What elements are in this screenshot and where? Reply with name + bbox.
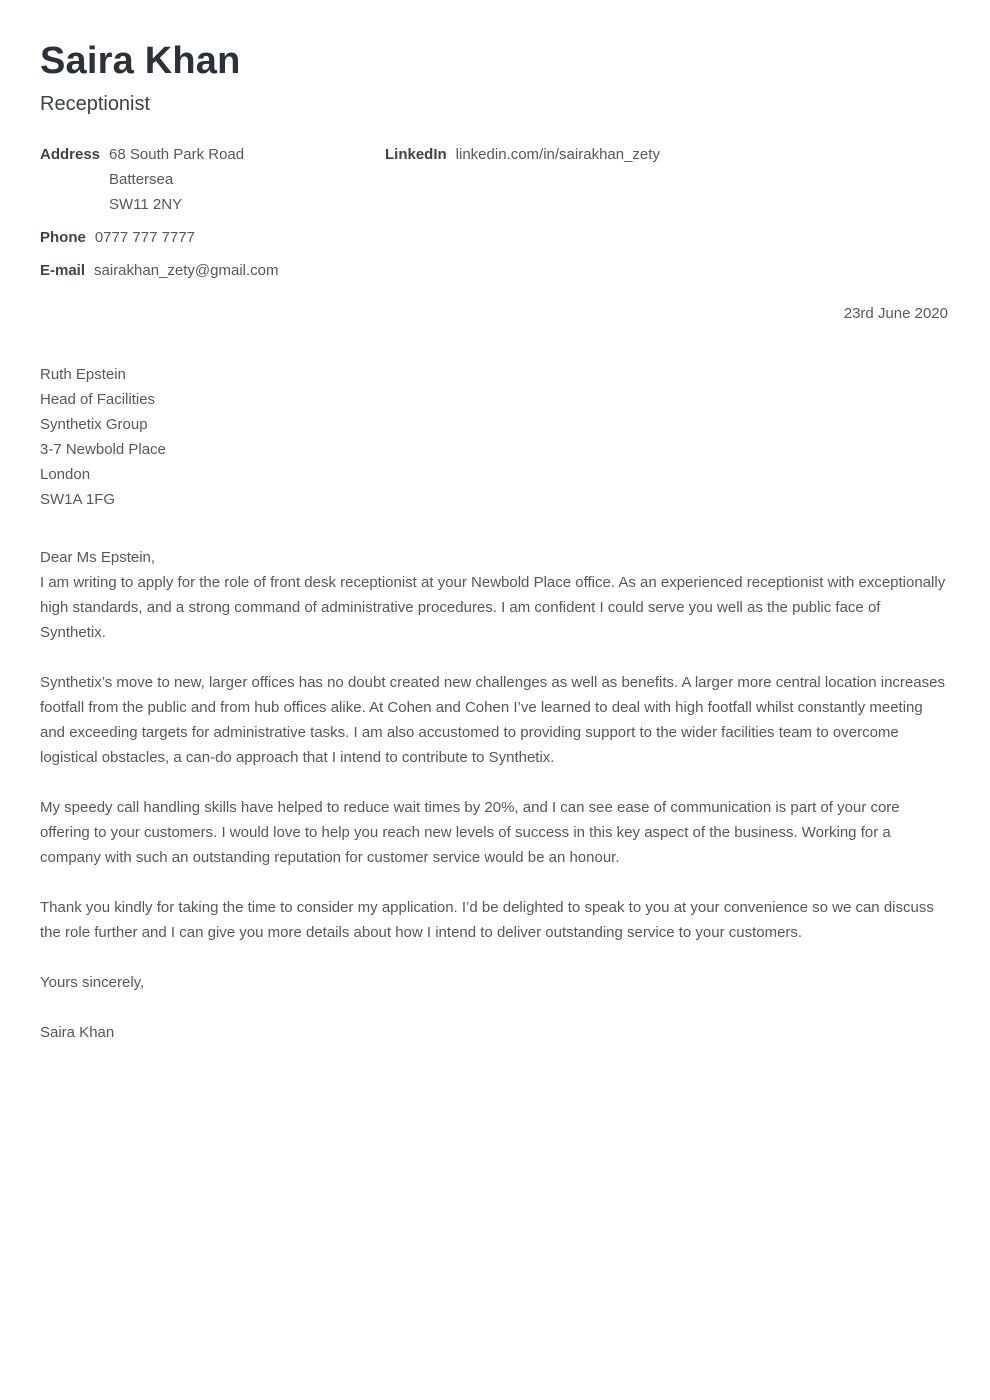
- recipient-name: Ruth Epstein: [40, 366, 126, 383]
- address-line-1: 68 South Park Road: [109, 146, 245, 163]
- contact-details-section: [40, 142, 948, 283]
- recipient-street: 3-7 Newbold Place: [40, 441, 166, 458]
- contact-right-column: [385, 142, 948, 167]
- address-value: [109, 142, 244, 217]
- recipient-role: Head of Facilities: [40, 391, 156, 408]
- paragraph-2: Synthetix’s move to new, larger offices has no doubt created new challenges as well as benefits. A larger more central location increases footfall from the public and from hub offices alike. At Cohen and Cohen I’ve learned to deal with high footfall whilst constantly meeting and exceeding targets for administrative tasks. I am also accustomed to providing support to the wider facilities team to overcome logistical obstacles, a can-do approach that I intend to contribute to Synthetix.: [40, 674, 945, 766]
- closing-line: Yours sincerely,: [40, 974, 145, 991]
- linkedin-value: linkedin.com/in/sairakhan_zety: [455, 146, 660, 163]
- contact-row-address: [40, 142, 385, 217]
- letter-date: 23rd June 2020: [843, 305, 948, 322]
- letter-body: [40, 545, 948, 1045]
- phone-label: Phone: [40, 229, 86, 246]
- recipient-block: [40, 362, 948, 512]
- linkedin-label: LinkedIn: [385, 146, 447, 163]
- recipient-company: Synthetix Group: [40, 416, 148, 433]
- person-job-title: Receptionist: [40, 93, 151, 115]
- person-name: Saira Khan: [40, 40, 241, 82]
- paragraph-1: I am writing to apply for the role of front desk receptionist at your Newbold Place office. As an experienced receptionist with exceptionally high standards, and a strong command of administrative procedures. I am confident I could serve you well as the public face of Synthetix.: [40, 574, 946, 641]
- address-line-2: Battersea: [109, 171, 174, 188]
- phone-value: 0777 777 7777: [94, 229, 195, 246]
- email-label: E-mail: [40, 262, 86, 279]
- address-line-3: SW11 2NY: [109, 196, 183, 213]
- contact-row-linkedin: [385, 142, 948, 167]
- recipient-city: London: [40, 466, 91, 483]
- recipient-postcode: SW1A 1FG: [40, 491, 116, 508]
- contact-left-column: [40, 142, 385, 283]
- email-value: sairakhan_zety@gmail.com: [94, 262, 279, 279]
- contact-row-phone: [40, 225, 385, 250]
- signature-name: Saira Khan: [40, 1024, 115, 1041]
- salutation: Dear Ms Epstein,: [40, 549, 156, 566]
- paragraph-4: Thank you kindly for taking the time to consider my application. I’d be delighted to speak to you at your convenience so we can discuss the role further and I can give you more details about how I intend to deliver outstanding service to your customers.: [40, 899, 934, 941]
- address-label: Address: [40, 146, 101, 163]
- paragraph-3: My speedy call handling skills have helped to reduce wait times by 20%, and I can see ease of communication is part of your core offering to your customers. I would love to help you reach new levels of success in this key aspect of the business. Working for a company with such an outstanding reputation for customer service would be an honour.: [40, 799, 900, 866]
- contact-row-email: [40, 258, 385, 283]
